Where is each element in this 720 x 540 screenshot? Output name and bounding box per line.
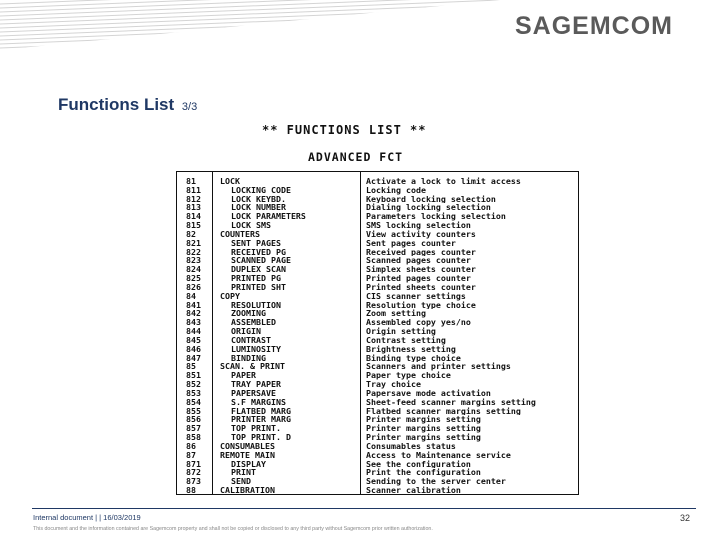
function-description: Print the configuration [366, 468, 481, 478]
function-code: 851 [186, 371, 201, 381]
function-name: SEND [231, 477, 251, 486]
page-title-sub: 3/3 [181, 101, 198, 113]
function-description: Sent pages counter [366, 238, 456, 248]
function-name: BINDING [231, 353, 266, 363]
function-code: 823 [186, 256, 201, 266]
function-code: 826 [186, 282, 201, 292]
function-name: PRINTED PG [231, 274, 281, 283]
footer-info: Internal document | | 16/03/2019 [33, 513, 141, 522]
function-description: Printer margins setting [366, 424, 481, 434]
function-code: 812 [186, 194, 201, 204]
function-description: Printed sheets counter [366, 282, 476, 292]
function-description: Simplex sheets counter [366, 265, 476, 275]
function-code: 841 [186, 300, 201, 310]
function-code: 84 [186, 291, 196, 301]
function-code: 843 [186, 318, 201, 328]
function-code: 87 [186, 450, 196, 460]
function-name: ORIGIN [231, 327, 261, 336]
page-title-text: Functions List [58, 95, 175, 114]
function-description: Scanned pages counter [366, 256, 471, 266]
code-column [177, 172, 213, 494]
function-description: Tray choice [366, 380, 421, 389]
function-description: CIS scanner settings [366, 291, 466, 301]
function-description: Dialing locking selection [366, 203, 491, 213]
screen-heading: ** FUNCTIONS LIST ** [262, 123, 427, 137]
function-code: 873 [186, 477, 201, 486]
function-code: 842 [186, 309, 201, 319]
function-description: Contrast setting [366, 335, 446, 345]
function-name: PRINTER MARG [231, 415, 291, 425]
function-description: Scanner calibration [366, 485, 461, 495]
function-code: 844 [186, 327, 201, 336]
function-code: 813 [186, 203, 201, 213]
function-code: 88 [186, 485, 196, 495]
function-code: 854 [186, 397, 201, 407]
function-description: Keyboard locking selection [366, 194, 496, 204]
function-code: 86 [186, 441, 196, 451]
function-description: Activate a lock to limit access [366, 177, 521, 186]
function-name: DUPLEX SCAN [231, 265, 286, 275]
function-code: 825 [186, 274, 201, 283]
function-description: Binding type choice [366, 353, 461, 363]
sagemcom-logo: SAGEMCOM [515, 12, 673, 40]
header-stripes [0, 0, 500, 58]
function-name: TOP PRINT. D [231, 433, 291, 442]
function-description: Parameters locking selection [366, 212, 506, 222]
description-column [361, 172, 578, 494]
function-code: 81 [186, 177, 196, 186]
function-name: LOCK NUMBER [231, 203, 286, 213]
function-code: 847 [186, 353, 201, 363]
function-name: LOCK PARAMETERS [231, 212, 306, 222]
function-description: Sending to the server center [366, 477, 506, 486]
function-name: SCANNED PAGE [231, 256, 291, 266]
function-code: 855 [186, 406, 201, 416]
function-description: View activity counters [366, 229, 476, 239]
footer-divider [32, 508, 696, 509]
function-name: LOCK SMS [231, 221, 271, 230]
function-code: 846 [186, 344, 201, 354]
function-code: 872 [186, 468, 201, 478]
function-name: PAPER [231, 371, 256, 381]
function-name: FLATBED MARG [231, 406, 291, 416]
page-number: 32 [680, 513, 691, 523]
function-name: ASSEMBLED [231, 318, 276, 328]
function-description: Assembled copy yes/no [366, 318, 471, 328]
function-name: TOP PRINT. [231, 424, 281, 434]
function-description: Flatbed scanner margins setting [366, 406, 521, 416]
function-name: ZOOMING [231, 309, 266, 319]
function-name: RECEIVED PG [231, 247, 286, 257]
function-description: Brightness setting [366, 344, 456, 354]
function-name: CONSUMABLES [220, 441, 275, 451]
confidentiality-disclaimer: This document and the information contained are Sagemcom property and shall not be copied or disclosed to any third party without Sagemcom prior written authorization. [33, 526, 433, 532]
function-description: Locking code [366, 185, 426, 195]
function-name: SCAN. & PRINT [220, 362, 285, 372]
function-name: LOCK [220, 177, 240, 186]
function-description: Papersave mode activation [366, 388, 491, 398]
name-column [213, 172, 361, 494]
function-code: 811 [186, 185, 201, 195]
function-name: PRINTED SHT [231, 282, 286, 292]
function-code: 85 [186, 362, 196, 372]
function-name: PRINT [231, 468, 256, 478]
function-code: 871 [186, 459, 201, 469]
function-code: 82 [186, 229, 196, 239]
function-code: 815 [186, 221, 201, 230]
function-description: Printer margins setting [366, 433, 481, 442]
function-code: 821 [186, 238, 201, 248]
function-description: Paper type choice [366, 371, 451, 381]
function-code: 858 [186, 433, 201, 442]
page-title [58, 95, 197, 115]
function-description: Resolution type choice [366, 300, 476, 310]
function-description: Consumables status [366, 441, 456, 451]
function-name: REMOTE MAIN [220, 450, 275, 460]
function-code: 852 [186, 380, 201, 389]
screen-subheading: ADVANCED FCT [308, 150, 404, 164]
function-name: CALIBRATION [220, 485, 275, 495]
function-name: TRAY PAPER [231, 380, 281, 389]
function-name: PAPERSAVE [231, 388, 276, 398]
function-description: Printer margins setting [366, 415, 481, 425]
function-code: 824 [186, 265, 201, 275]
function-description: SMS locking selection [366, 221, 471, 230]
function-code: 853 [186, 388, 201, 398]
function-name: CONTRAST [231, 335, 271, 345]
function-code: 814 [186, 212, 201, 222]
function-name: RESOLUTION [231, 300, 281, 310]
function-name: S.F MARGINS [231, 397, 286, 407]
function-name: LOCKING CODE [231, 185, 291, 195]
function-description: Printed pages counter [366, 274, 471, 283]
function-name: COPY [220, 291, 240, 301]
function-description: Sheet-feed scanner margins setting [366, 397, 536, 407]
function-code: 822 [186, 247, 201, 257]
function-code: 856 [186, 415, 201, 425]
function-description: Scanners and printer settings [366, 362, 511, 372]
function-description: Received pages counter [366, 247, 476, 257]
function-name: LOCK KEYBD. [231, 194, 286, 204]
function-name: COUNTERS [220, 229, 260, 239]
functions-list-screenshot [156, 118, 580, 497]
function-description: Zoom setting [366, 309, 426, 319]
stripe-pattern-graphic [0, 0, 500, 58]
function-name: SENT PAGES [231, 238, 281, 248]
function-name: LUMINOSITY [231, 344, 281, 354]
function-code: 845 [186, 335, 201, 345]
functions-table [176, 171, 579, 495]
function-name: DISPLAY [231, 459, 266, 469]
function-description: Access to Maintenance service [366, 450, 511, 460]
function-description: Origin setting [366, 327, 436, 336]
function-description: See the configuration [366, 459, 471, 469]
function-code: 857 [186, 424, 201, 434]
